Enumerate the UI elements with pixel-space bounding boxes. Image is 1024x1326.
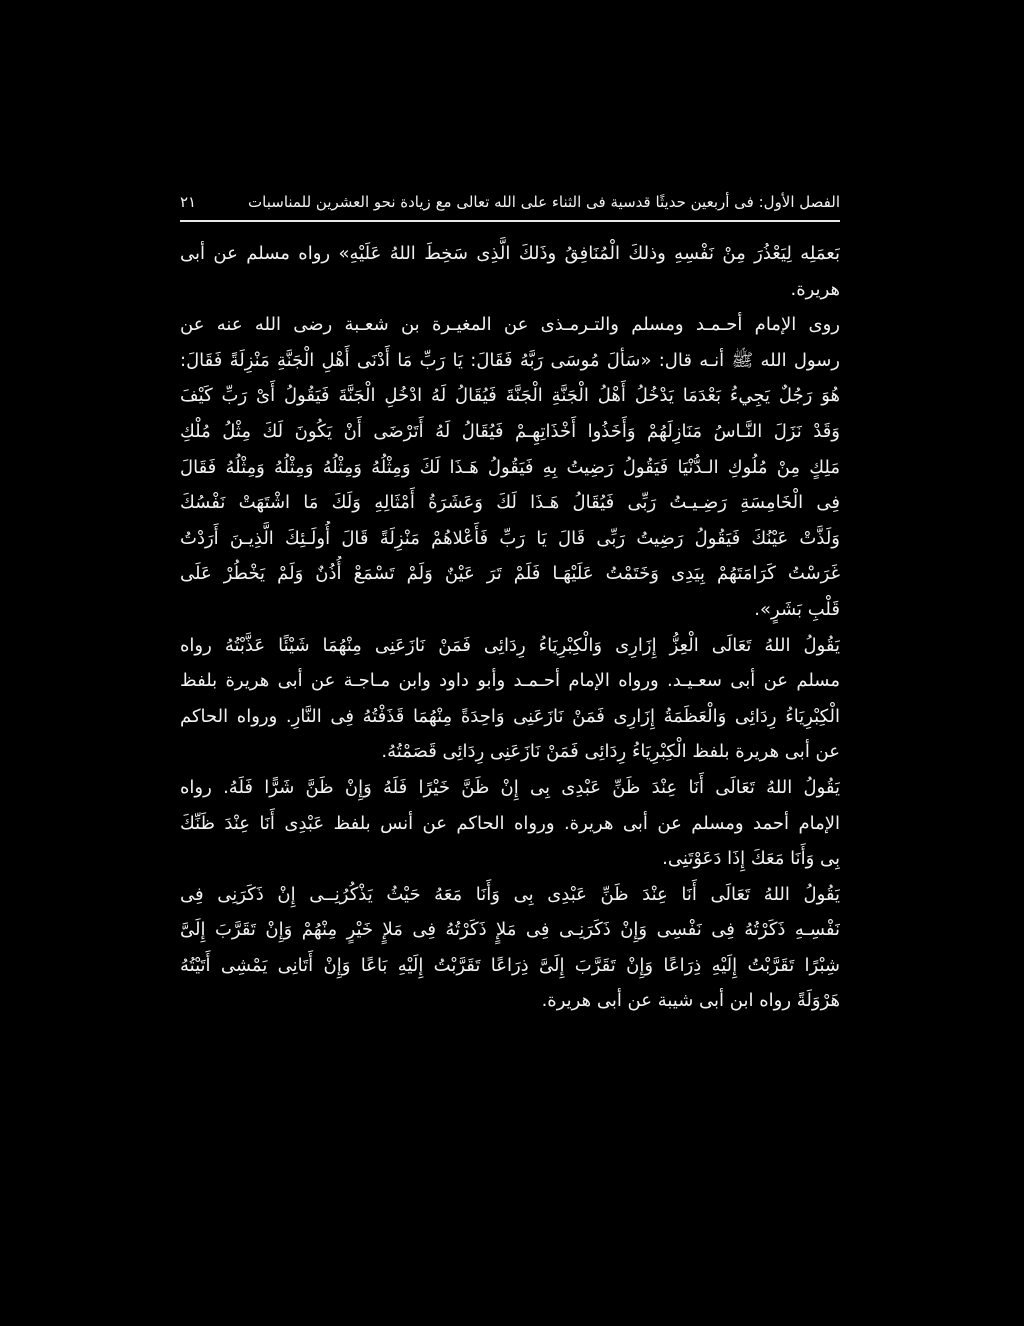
text-line: هَرْوَلَةً رواه ابن أبى شيبة عن أبى هريرة. [541, 990, 840, 1012]
text-line: بَعمَلِه لِيَعْذُرَ مِنْ نَفْسِهِ وذلكَ الْمُنَافِقُ وذَلكَ الَّذِى سَخِطَ اللهُ عَلَيْهِ» رواه مسلم عن أبى [180, 243, 840, 264]
running-header [180, 190, 840, 214]
text-line: وَقَدْ نَزَلَ النَّـاسُ مَنَازِلَهُمْ وَأَخَذُوا أَخْذَاتِهِـمْ فَيُقَالُ لَهُ أَتَرْضَى أَنْ يَكُونَ لَكَ مِثْلُ مُلْكِ [180, 420, 840, 442]
text-line: رسول الله ﷺ أنـه قال: «سَألَ مُوسَى رَبَّهُ فَقَالَ: يَا رَبِّ مَا أَدْنَى أَهْلِ الْجَنَّةِ مَنْزِلَةً فَقَالَ: [180, 349, 840, 371]
text-line: هُوَ رَجُلٌ يَجِيءُ بَعْدَمَا يَدْخُلُ أَهْلُ الْجَنَّةِ الْجَنَّةَ فَيُقَالُ لَهُ ادْخُلِ الْجَنَّةَ فَيَقُولُ أَىْ رَبِّ كَيْفَ [180, 385, 840, 407]
text-line: فِى الْخَامِسَةِ رَضِـيـتُ رَبِّى فَيُقَالُ هَـذَا لَكَ وَعَشَرَةُ أَمْثَالِهِ وَلَكَ مَا اشْتَهَتْ نَفْسُكَ [180, 492, 840, 514]
header-rule [180, 220, 840, 222]
text-line: يَقُولُ اللهُ تَعَالَى أَنَا عِنْدَ ظَنِّ عَبْدِى بِى إِنْ ظَنَّ خَيْرًا فَلَهُ وَإِنْ ظَنَّ شَرًّا فَلَهُ. رواه [180, 776, 840, 798]
text-line: الْكِبْرِيَاءُ رِدَائِى وَالْعَظَمَةُ إِزَارِى فَمَنْ نَازَعَنِى وَاحِدَةً مِنْهُمَا قَذَفْتُهُ فِى النَّارِ. ورواه الحاكم [180, 705, 840, 727]
text-line: يَقُولُ اللهُ تَعَالَى أَنَا عِنْدَ ظَنِّ عَبْدِى بِى وَأَنَا مَعَهُ حَيْثُ يَذْكُرُنِــى إِنْ ذَكَرَنِى فِى [180, 883, 840, 905]
text-line: مسلم عن أبى سعـيـد. ورواه الإمام أحـمـد وأبو داود وابن مـاجـة عن أبى هريرة بلفظ [180, 670, 840, 692]
book-page [180, 190, 840, 1019]
body-text [180, 236, 840, 1019]
text-line: نَفْسِـهِ ذَكَرْتُهُ فِى نَفْسِى وَإِنْ ذَكَرَنِـى فِى مَلإٍ ذَكَرْتُهُ فِى مَلإٍ خَيْرٍ مِنْهُمْ وَإِنْ تَقَرَّبَ إِلَىَّ [180, 919, 840, 941]
text-line: عن أبى هريرة بلفظ الْكِبْرِيَاءُ رِدَائِى فَمَنْ نَازَعَنِى رِدَائِى قَصَمْتُهُ. [381, 741, 840, 763]
text-line: غَرَسْتُ كَرَامَتَهُمْ بِيَدِى وَخَتَمْتُ عَلَيْهَـا فَلَمْ تَرَ عَيْنٌ وَلَمْ تَسْمَعْ أُذُنٌ وَلَمْ يَخْطُرْ عَلَى [180, 563, 840, 585]
page-number: ٢١ [180, 193, 197, 211]
chapter-title: الفصل الأول: فى أربعين حديثًا قدسية فى الثناء على الله تعالى مع زيادة نحو العشرين للمناسبات [248, 193, 840, 211]
text-line: بِى وَأَنَا مَعَكَ إِذَا دَعَوْتَنِى. [662, 848, 840, 870]
text-line: الإمام أحمد ومسلم عن أبى هريرة. ورواه الحاكم عن أنس بلفظ عَبْدِى أَنَا عِنْدَ ظَنِّكَ [180, 812, 840, 834]
text-line: شِبْرًا تَقَرَّبْتُ إِلَيْهِ ذِرَاعًا وَإِنْ تَقَرَّبَ إِلَىَّ ذِرَاعًا تَقَرَّبْتُ إِلَيْهِ بَاعًا وَإِنْ أَتَانِى يَمْشِى أَتَيْتُهُ [180, 954, 840, 976]
text-line: هريرة. [790, 278, 840, 300]
text-line: قَلْبِ بَشَرٍ». [754, 598, 840, 620]
text-line: وَلَذَّتْ عَيْنُكَ فَيَقُولُ رَضِيتُ رَبِّى قَالَ يَا رَبِّ فَأَعْلاهُمْ مَنْزِلَةً قَالَ أُولَـئِكَ الَّذِيـنَ أَرَدْتُ [180, 527, 840, 549]
text-line: يَقُولُ اللهُ تَعَالَى الْعِزُّ إِزَارِى وَالْكِبْرِيَاءُ رِدَائِى فَمَنْ نَازَعَنِى مِنْهُمَا شَيْئًا عَذَّبْتُهُ رواه [180, 634, 840, 656]
text-line: روى الإمام أحـمـد ومسلم والتـرمـذى عن المغيـرة بن شعـبة رضى الله عنه عن [180, 314, 840, 336]
text-line: مَلِكٍ مِنْ مُلُوكِ الـدُّنْيَا فَيَقُولُ رَضِيتُ بِهِ فَيَقُولُ هَـذَا لَكَ وَمِثْلُهُ وَمِثْلُهُ وَمِثْلُهُ وَمِثْلُهُ فَقَالَ [180, 456, 840, 478]
